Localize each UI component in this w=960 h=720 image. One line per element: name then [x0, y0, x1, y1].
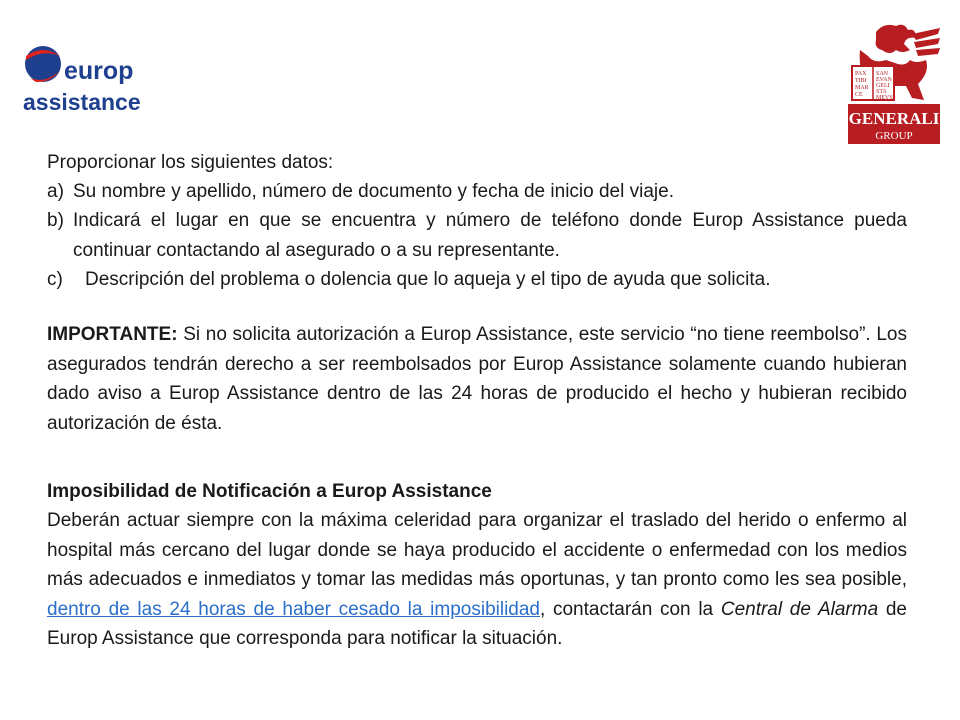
section-paragraph [47, 506, 907, 654]
deadline-link[interactable]: dentro de las 24 horas de haber cesado la imposibilidad [47, 598, 540, 620]
book-text-6: EVAN [876, 77, 892, 83]
list-item-b [47, 206, 907, 265]
list-item-text: Descripción del problema o dolencia que lo aqueja y el tipo de ayuda que solicita. [85, 269, 771, 290]
list-item-text: Su nombre y apellido, número de documento y fecha de inicio del viaje. [73, 181, 674, 202]
lion-emblem-icon [846, 20, 942, 144]
section-heading: Imposibilidad de Notificación a Europ Assistance [47, 481, 492, 502]
book-text-8: STA [876, 89, 887, 95]
europ-logo-line2: assistance [23, 89, 140, 115]
europ-logo-line1: europ [64, 57, 134, 85]
list-item-c [47, 265, 907, 295]
generali-logo-sub: GROUP [875, 130, 913, 142]
book-text-3: MAR [855, 85, 869, 91]
section-text-1: Deberán actuar siempre con la máxima celeridad para organizar el traslado del herido o enfermo al hospital más cercano del lugar donde se haya producido el accidente o enfermedad con los medios más adecuados e inmediatos y tomar las medidas más oportunas, y tan pronto como les sea posible, [47, 510, 907, 590]
book-text-4: CE [855, 92, 863, 98]
book-text-1: PAX [855, 71, 867, 77]
list-marker: a) [47, 181, 64, 202]
section-text-2: , contactarán con la [540, 598, 721, 620]
section-text-3: de Europ Assistance que corresponda para notificar la situación. [47, 598, 907, 649]
list-item-text: Indicará el lugar en que se encuentra y número de teléfono donde Europ Assistance pueda continuar contactando al asegurado o a su representante. [73, 210, 907, 261]
list-marker: b) [47, 210, 64, 231]
europ-globe-icon [22, 38, 140, 118]
important-paragraph [47, 320, 907, 438]
europ-assistance-logo [22, 38, 140, 118]
book-text-7: GELI [876, 83, 890, 89]
generali-logo-name: GENERALI [848, 109, 940, 128]
important-label: IMPORTANTE: [47, 324, 178, 345]
important-text: Si no solicita autorización a Europ Assistance, este servicio “no tiene reembolso”. Los asegurados tendrán derecho a ser reembolsados por Europ Assistance solamente cuando hubieran dado aviso a Europ Assistance dentro de las 24 horas de producido el hecho y hubieran recibido autorización de ésta. [47, 324, 907, 434]
central-alarma-text: Central de Alarma [720, 598, 879, 620]
generali-group-logo [846, 20, 942, 144]
list-item-a [47, 177, 907, 207]
intro-text: Proporcionar los siguientes datos: [47, 152, 334, 173]
book-text-5: SAN [876, 71, 889, 77]
book-text-9: MEVS [876, 95, 893, 101]
list-marker: c) [47, 269, 63, 290]
book-text-2: TIBI [855, 78, 867, 84]
